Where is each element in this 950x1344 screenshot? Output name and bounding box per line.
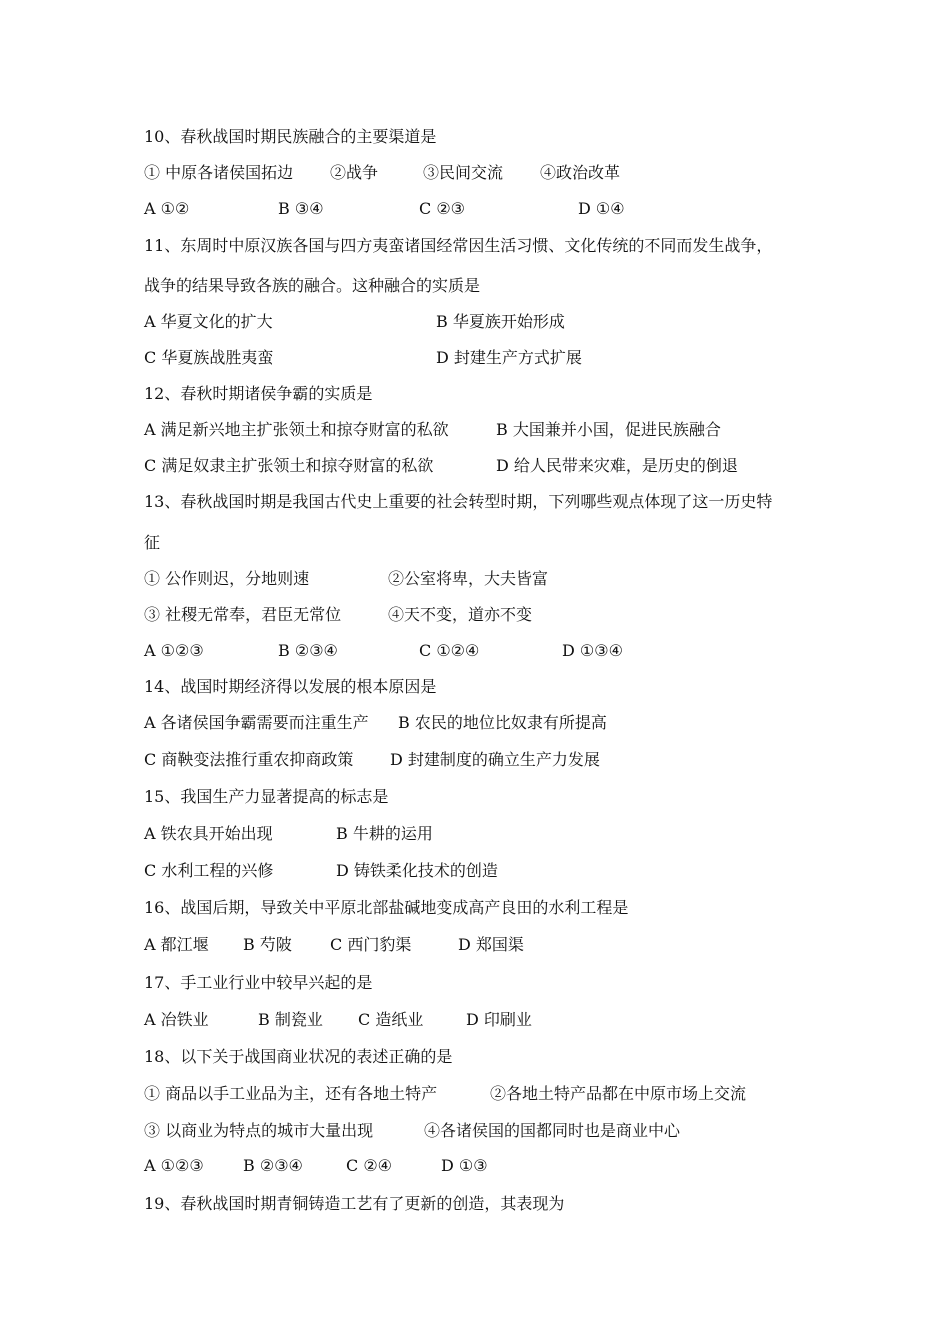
question-14-option-a: A 各诸侯国争霸需要而注重生产 xyxy=(144,713,369,732)
question-18-option-d: D ①③ xyxy=(441,1156,488,1175)
question-12-option-d: D 给人民带来灾难，是历史的倒退 xyxy=(496,456,738,475)
question-12-option-b: B 大国兼并小国，促进民族融合 xyxy=(496,420,721,439)
question-18-item-1: ① 商品以手工业品为主，还有各地土特产 xyxy=(144,1084,438,1103)
question-18-item-2: ②各地土特产品都在中原市场上交流 xyxy=(490,1084,747,1103)
question-17-option-c: C 造纸业 xyxy=(358,1010,424,1029)
question-15-stem: 15、我国生产力显著提高的标志是 xyxy=(144,787,389,806)
question-18-item-3: ③ 以商业为特点的城市大量出现 xyxy=(144,1121,374,1140)
question-17-option-d: D 印刷业 xyxy=(466,1010,532,1029)
question-18-option-b: B ②③④ xyxy=(243,1156,303,1175)
question-18-item-4: ④各诸侯国的国都同时也是商业中心 xyxy=(424,1121,681,1140)
question-16-option-d: D 郑国渠 xyxy=(458,935,524,954)
question-10-stem: 10、春秋战国时期民族融合的主要渠道是 xyxy=(144,127,437,146)
question-18-option-a: A ①②③ xyxy=(144,1156,204,1175)
question-15-option-d: D 铸铁柔化技术的创造 xyxy=(336,861,498,880)
question-11-stem-line-2: 战争的结果导致各族的融合。这种融合的实质是 xyxy=(144,276,481,295)
question-14-option-c: C 商鞅变法推行重农抑商政策 xyxy=(144,750,354,769)
question-12-option-a: A 满足新兴地主扩张领土和掠夺财富的私欲 xyxy=(144,420,449,439)
question-14-option-b: B 农民的地位比奴隶有所提高 xyxy=(398,713,607,732)
question-12-option-c: C 满足奴隶主扩张领土和掠夺财富的私欲 xyxy=(144,456,434,475)
question-11-option-b: B 华夏族开始形成 xyxy=(436,312,565,331)
question-13-option-d: D ①③④ xyxy=(562,641,623,660)
question-19-stem: 19、春秋战国时期青铜铸造工艺有了更新的创造，其表现为 xyxy=(144,1194,565,1213)
question-11-option-a: A 华夏文化的扩大 xyxy=(144,312,273,331)
question-10-option-c: C ②③ xyxy=(419,199,466,218)
question-18-option-c: C ②④ xyxy=(346,1156,393,1175)
question-16-option-b: B 芍陂 xyxy=(243,935,292,954)
question-16-option-c: C 西门豹渠 xyxy=(330,935,412,954)
question-14-option-d: D 封建制度的确立生产力发展 xyxy=(390,750,600,769)
question-11-option-d: D 封建生产方式扩展 xyxy=(436,348,582,367)
question-13-item-2: ②公室将卑，大夫皆富 xyxy=(388,569,549,588)
question-13-item-3: ③ 社稷无常奉，君臣无常位 xyxy=(144,605,342,624)
question-13-item-1: ① 公作则迟，分地则速 xyxy=(144,569,310,588)
question-13-stem-line-1: 13、春秋战国时期是我国古代史上重要的社会转型时期，下列哪些观点体现了这一历史特 xyxy=(144,492,773,511)
question-13-option-a: A ①②③ xyxy=(144,641,204,660)
question-11-option-c: C 华夏族战胜夷蛮 xyxy=(144,348,274,367)
question-10-item-2: ②战争 xyxy=(330,163,379,182)
question-15-option-b: B 牛耕的运用 xyxy=(336,824,433,843)
question-13-item-4: ④天不变，道亦不变 xyxy=(388,605,533,624)
question-13-option-c: C ①②④ xyxy=(419,641,480,660)
question-10-option-a: A ①② xyxy=(144,199,190,218)
question-15-option-c: C 水利工程的兴修 xyxy=(144,861,274,880)
question-17-option-a: A 冶铁业 xyxy=(144,1010,209,1029)
question-15-option-a: A 铁农具开始出现 xyxy=(144,824,273,843)
question-10-item-1: ① 中原各诸侯国拓边 xyxy=(144,163,294,182)
question-11-stem-line-1: 11、东周时中原汉族各国与四方夷蛮诸国经常因生活习惯、文化传统的不同而发生战争， xyxy=(144,236,773,255)
question-16-option-a: A 都江堰 xyxy=(144,935,209,954)
question-10-item-3: ③民间交流 xyxy=(423,163,504,182)
question-16-stem: 16、战国后期，导致关中平原北部盐碱地变成高产良田的水利工程是 xyxy=(144,898,629,917)
question-17-stem: 17、手工业行业中较早兴起的是 xyxy=(144,973,373,992)
question-10-item-4: ④政治改革 xyxy=(540,163,621,182)
question-18-stem: 18、以下关于战国商业状况的表述正确的是 xyxy=(144,1047,453,1066)
question-10-option-b: B ③④ xyxy=(278,199,324,218)
question-17-option-b: B 制瓷业 xyxy=(258,1010,323,1029)
question-12-stem: 12、春秋时期诸侯争霸的实质是 xyxy=(144,384,373,403)
question-13-stem-line-2: 征 xyxy=(144,533,161,552)
question-10-option-d: D ①④ xyxy=(578,199,625,218)
question-13-option-b: B ②③④ xyxy=(278,641,338,660)
question-14-stem: 14、战国时期经济得以发展的根本原因是 xyxy=(144,677,437,696)
